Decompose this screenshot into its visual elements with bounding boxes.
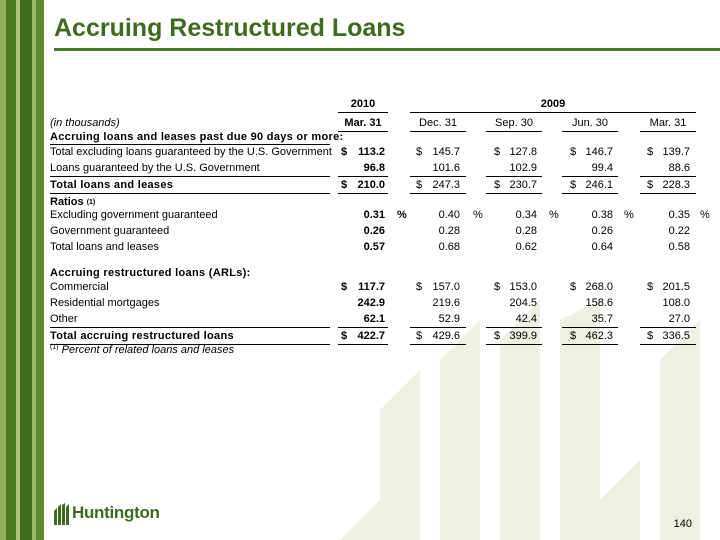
column-header-rule: [410, 131, 466, 132]
row-label: Residential mortgages: [50, 297, 160, 309]
total-rule: [50, 193, 330, 194]
table-cell: 0.28: [438, 225, 460, 237]
table-cell: 0.22: [668, 225, 690, 237]
section-heading: Accruing restructured loans (ARLs):: [50, 267, 251, 279]
table-cell: 96.8: [363, 162, 385, 174]
table-cell: 153.0: [509, 281, 537, 293]
row-label: Other: [50, 313, 78, 325]
percent-symbol: %: [624, 209, 634, 221]
year-rule-2010: [338, 112, 388, 113]
row-label: Total loans and leases: [50, 241, 159, 253]
subtotal-rule: [640, 327, 696, 328]
column-header: Mar. 31: [649, 117, 687, 129]
currency-symbol: $: [647, 179, 654, 191]
total-rule: [410, 344, 466, 345]
table-cell: 117.7: [358, 281, 385, 293]
subtotal-rule: [640, 176, 696, 177]
table-cell: 0.35: [668, 209, 690, 221]
currency-symbol: $: [416, 146, 423, 158]
table-cell: 0.57: [363, 241, 385, 253]
table-cell: 228.3: [662, 179, 690, 191]
table-cell: 429.6: [432, 330, 460, 342]
year-header-2010: 2010: [350, 98, 376, 110]
units-label: (in thousands): [50, 117, 120, 129]
table-cell: 0.31: [363, 209, 385, 221]
table-cell: 230.7: [509, 179, 537, 191]
table-cell: 422.7: [357, 330, 385, 342]
total-rule: [562, 344, 618, 345]
table-cell: 0.26: [591, 225, 613, 237]
total-label: Total loans and leases: [50, 179, 174, 191]
column-header-rule: [562, 131, 618, 132]
currency-symbol: $: [341, 330, 348, 342]
table-cell: 242.9: [357, 297, 385, 309]
currency-symbol: $: [416, 330, 423, 342]
table-cell: 27.0: [668, 313, 690, 325]
currency-symbol: $: [570, 179, 577, 191]
subtotal-rule: [562, 327, 618, 328]
subtotal-rule: [486, 176, 542, 177]
table-cell: 0.26: [363, 225, 385, 237]
total-rule: [338, 193, 388, 194]
total-rule: [338, 344, 388, 345]
section-heading: Accruing loans and leases past due 90 days or more:: [50, 131, 344, 143]
table-cell: 102.9: [509, 162, 537, 174]
table-cell: 201.5: [662, 281, 690, 293]
year-rule-2009: [410, 112, 696, 113]
currency-symbol: $: [570, 146, 577, 158]
table-cell: 158.6: [585, 297, 613, 309]
currency-symbol: $: [570, 330, 577, 342]
table-cell: 210.0: [357, 179, 385, 191]
table-cell: 88.6: [668, 162, 690, 174]
subtotal-rule: [338, 327, 388, 328]
total-rule: [562, 193, 618, 194]
column-header: Sep. 30: [495, 117, 533, 129]
table-cell: 113.2: [358, 146, 385, 158]
row-label: Total excluding loans guaranteed by the U.S. Government: [50, 146, 332, 158]
table-cell: 145.7: [432, 146, 460, 158]
subtotal-rule: [410, 327, 466, 328]
table-cell: 52.9: [438, 313, 460, 325]
percent-symbol: %: [397, 209, 407, 221]
table-cell: 0.40: [438, 209, 460, 221]
column-header: Mar. 31: [344, 117, 382, 129]
currency-symbol: $: [570, 281, 577, 293]
currency-symbol: $: [494, 146, 501, 158]
currency-symbol: $: [647, 330, 654, 342]
table-cell: 127.8: [509, 146, 537, 158]
total-rule: [486, 193, 542, 194]
table-cell: 268.0: [585, 281, 613, 293]
subtotal-rule: [50, 327, 330, 328]
row-label: Government guaranteed: [50, 225, 170, 237]
table-cell: 101.6: [432, 162, 460, 174]
currency-symbol: $: [494, 330, 501, 342]
table-cell: 204.5: [509, 297, 537, 309]
table-cell: 462.3: [585, 330, 613, 342]
currency-symbol: $: [494, 281, 501, 293]
table-cell: 219.6: [432, 297, 460, 309]
subtotal-rule: [338, 176, 388, 177]
row-label: Excluding government guaranteed: [50, 209, 218, 221]
currency-symbol: $: [647, 281, 654, 293]
total-label: Total accruing restructured loans: [50, 330, 234, 342]
logo-text: Huntington: [72, 503, 160, 522]
ratios-footnote-mark: (1): [86, 199, 96, 206]
table-cell: 146.7: [585, 146, 613, 158]
page-number: 140: [673, 518, 692, 530]
table-cell: 35.7: [591, 313, 613, 325]
total-rule: [640, 344, 696, 345]
percent-symbol: %: [549, 209, 559, 221]
table-cell: 42.4: [515, 313, 537, 325]
table-cell: 246.1: [585, 179, 613, 191]
page-title: Accruing Restructured Loans: [54, 14, 406, 42]
row-label: Commercial: [50, 281, 109, 293]
table-cell: 0.38: [591, 209, 613, 221]
currency-symbol: $: [341, 146, 348, 158]
table-cell: 0.68: [438, 241, 460, 253]
table-cell: 0.64: [591, 241, 613, 253]
year-header-2009: 2009: [540, 98, 566, 110]
subtotal-rule: [410, 176, 466, 177]
footnote-mark: (1): [50, 344, 59, 351]
footnote-text: Percent of related loans and leases: [61, 344, 235, 356]
table-cell: 157.0: [432, 281, 460, 293]
subtotal-rule: [486, 327, 542, 328]
percent-symbol: %: [473, 209, 483, 221]
section-heading-rule: [50, 144, 330, 145]
huntington-logo-icon: [54, 503, 70, 525]
table-cell: 62.1: [363, 313, 385, 325]
table-cell: 0.34: [515, 209, 537, 221]
ratios-heading: Ratios $^{(1)}$: [50, 196, 96, 208]
column-header-rule: [338, 131, 388, 132]
footnote: [50, 344, 234, 356]
column-header: Dec. 31: [419, 117, 457, 129]
table-cell: 0.28: [515, 225, 537, 237]
table-cell: 99.4: [591, 162, 613, 174]
table-cell: 247.3: [432, 179, 460, 191]
table-cell: 139.7: [662, 146, 690, 158]
total-rule: [640, 193, 696, 194]
table-cell: 0.58: [668, 241, 690, 253]
column-header-rule: [486, 131, 542, 132]
subtotal-rule: [562, 176, 618, 177]
total-rule: [486, 344, 542, 345]
percent-symbol: %: [700, 209, 710, 221]
currency-symbol: $: [647, 146, 654, 158]
currency-symbol: $: [341, 179, 348, 191]
table-cell: 399.9: [509, 330, 537, 342]
currency-symbol: $: [416, 281, 423, 293]
currency-symbol: $: [341, 281, 348, 293]
table-cell: 0.62: [515, 241, 537, 253]
row-label: Loans guaranteed by the U.S. Government: [50, 162, 260, 174]
currency-symbol: $: [416, 179, 423, 191]
table-cell: 108.0: [662, 297, 690, 309]
table-cell: 336.5: [662, 330, 690, 342]
column-header-rule: [640, 131, 696, 132]
column-header: Jun. 30: [571, 117, 609, 129]
total-rule: [410, 193, 466, 194]
subtotal-rule: [50, 176, 330, 177]
currency-symbol: $: [494, 179, 501, 191]
